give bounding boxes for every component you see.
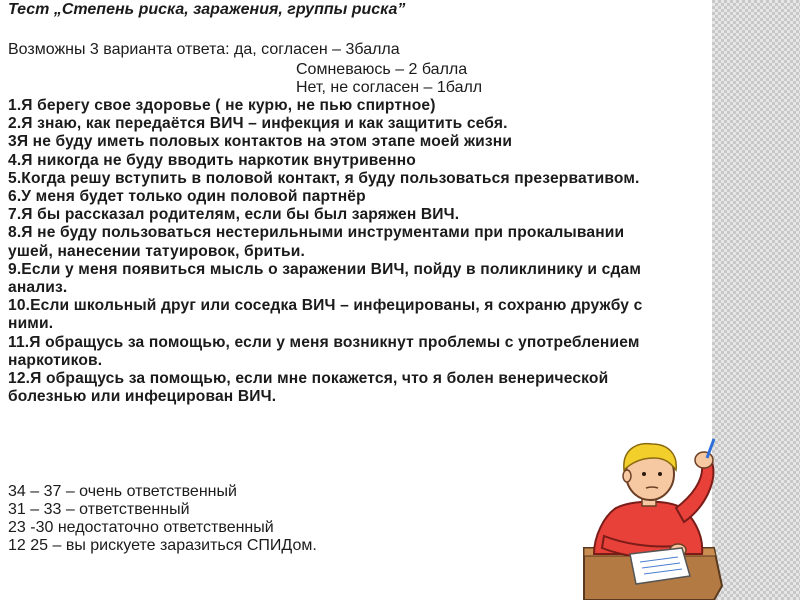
question-list — [8, 97, 658, 406]
score-range-item: 23 -30 недостаточно ответственный — [8, 519, 274, 536]
score-range-item: 34 – 37 – очень ответственный — [8, 483, 237, 500]
question-item: 2.Я знаю, как передаётся ВИЧ – инфекция и как защитить себя. — [8, 115, 508, 133]
question-item: 5.Когда решу вступить в половой контакт, я буду пользоваться презервативом. — [8, 169, 640, 187]
score-range-item: 31 – 33 – ответственный — [8, 501, 190, 518]
question-item: 7.Я бы рассказал родителям, если бы был заряжен ВИЧ. — [8, 206, 460, 224]
answer-option-doubt: Сомневаюсь – 2 балла — [296, 61, 468, 78]
question-item: 9.Если у меня появиться мысль о заражении ВИЧ, пойду в поликлинику и сдам анализ. — [8, 260, 642, 297]
decorative-side-strip — [712, 0, 800, 600]
score-legend — [8, 483, 317, 555]
question-item: 1.Я берегу свое здоровье ( не курю, не пью спиртное) — [8, 97, 436, 114]
question-item: 8.Я не буду пользоваться нестерильными инструментами при прокалывании ушей, нанесении татуировок, бритьи. — [8, 224, 625, 260]
question-item: 6.У меня будет только один половой партнёр — [8, 188, 366, 206]
slide-title: Тест „Степень риска, заражения, группы риска” — [8, 1, 406, 18]
question-item: 3Я не буду иметь половых контактов на этом этапе моей жизни — [8, 133, 513, 151]
question-item: 4.Я никогда не буду вводить наркотик внутривенно — [8, 151, 416, 169]
question-item: 10.Если школьный друг или соседка ВИЧ – инфецированы, я сохраню дружбу с ними. — [8, 297, 643, 333]
question-item: 11.Я обращусь за помощью, если у меня возникнут проблемы с употреблением наркотиков. — [8, 333, 640, 369]
answer-options-intro: Возможны 3 варианта ответа: да, согласен – 3балла — [8, 41, 400, 58]
question-item: 12.Я обращусь за помощью, если мне покажется, что я болен венерической болезнью или инфецирован ВИЧ. — [8, 370, 609, 406]
thinking-student-illustration — [564, 436, 724, 600]
answer-option-no: Нет, не согласен – 1балл — [296, 79, 483, 96]
score-range-item: 12 25 – вы рискуете заразиться СПИДом. — [8, 537, 317, 554]
